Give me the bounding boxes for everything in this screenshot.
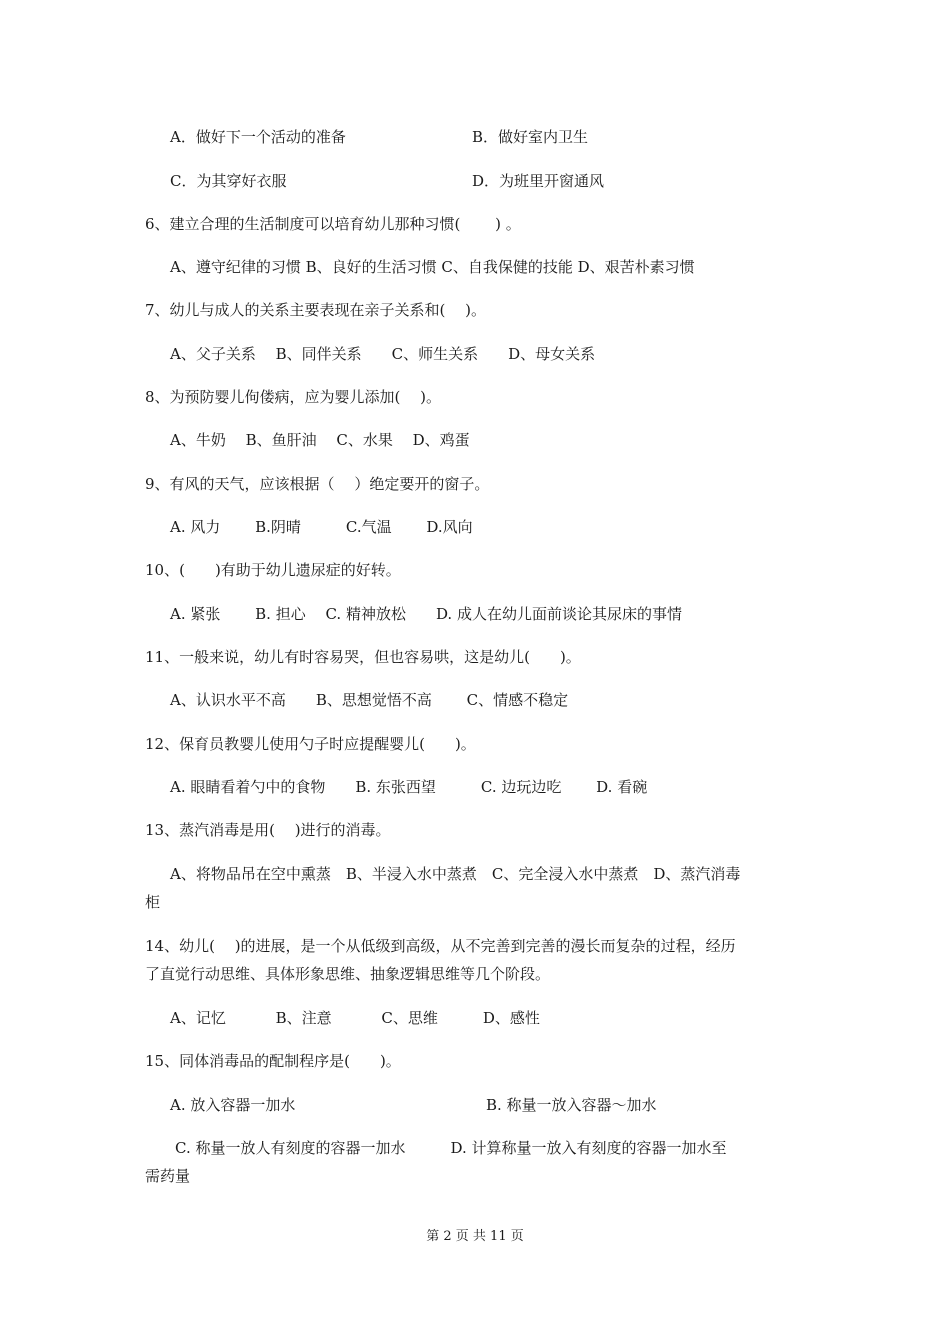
question-13-stem: 13、蒸汽消毒是用( )进行的消毒。 [145, 821, 391, 839]
option-5d: D．为班里开窗通风 [472, 172, 605, 190]
question-11-stem: 11、一般来说，幼儿有时容易哭，但也容易哄，这是幼儿( )。 [145, 648, 581, 666]
page-footer: 第 2 页 共 11 页 [426, 1229, 524, 1244]
question-9-stem: 9、有风的天气，应该根据（ ）绝定要开的窗子。 [145, 475, 490, 493]
question-14-options: A、记忆 B、注意 C、思维 D、感性 [170, 1009, 540, 1027]
question-15-option-a: A. 放入容器一加水 [170, 1096, 296, 1114]
question-13-options-cont: 柜 [145, 893, 161, 911]
question-11-options: A、认识水平不高 B、思想觉悟不高 C、情感不稳定 [170, 691, 569, 709]
question-15-stem: 15、同体消毒品的配制程序是( )。 [145, 1052, 401, 1070]
option-5c: C．为其穿好衣服 [170, 172, 287, 190]
option-5b: B．做好室内卫生 [472, 128, 589, 146]
option-5a: A．做好下一个活动的准备 [170, 128, 346, 146]
question-6-options: A、遵守纪律的习惯 B、良好的生活习惯 C、自我保健的技能 D、艰苦朴素习惯 [170, 258, 695, 276]
question-10-stem: 10、( )有助于幼儿遗尿症的好转。 [145, 561, 401, 579]
question-13-options: A、将物品吊在空中熏蒸 B、半浸入水中蒸煮 C、完全浸入水中蒸煮 D、蒸汽消毒 [170, 865, 741, 883]
question-9-options: A. 风力 B.阴晴 C.气温 D.风向 [170, 518, 473, 536]
question-15-option-b: B. 称量一放入容器～加水 [486, 1096, 657, 1114]
question-7-stem: 7、幼儿与成人的关系主要表现在亲子关系和( )。 [145, 301, 487, 319]
question-14-stem: 14、幼儿( )的进展，是一个从低级到高级，从不完善到完善的漫长而复杂的过程，经历 [145, 937, 736, 955]
question-14-stem-cont: 了直觉行动思维、具体形象思维、抽象逻辑思维等几个阶段。 [145, 965, 551, 983]
question-7-options: A、父子关系 B、同伴关系 C、师生关系 D、母女关系 [170, 345, 596, 363]
question-12-options: A. 眼睛看着勺中的食物 B. 东张西望 C. 边玩边吃 D. 看碗 [170, 778, 648, 796]
question-10-options: A. 紧张 B. 担心 C. 精神放松 D. 成人在幼儿面前谈论其尿床的事情 [170, 605, 682, 623]
question-8-options: A、牛奶 B、鱼肝油 C、水果 D、鸡蛋 [170, 431, 470, 449]
question-8-stem: 8、为预防婴儿佝偻病，应为婴儿添加( )。 [145, 388, 442, 406]
question-12-stem: 12、保育员教婴儿使用勺子时应提醒婴儿( )。 [145, 735, 476, 753]
question-15-options-cd: C. 称量一放人有刻度的容器一加水 D. 计算称量一放入有刻度的容器一加水至 [175, 1139, 727, 1157]
question-15-options-cont: 需药量 [145, 1167, 191, 1185]
question-6-stem: 6、建立合理的生活制度可以培育幼儿那种习惯( ) 。 [145, 215, 521, 233]
